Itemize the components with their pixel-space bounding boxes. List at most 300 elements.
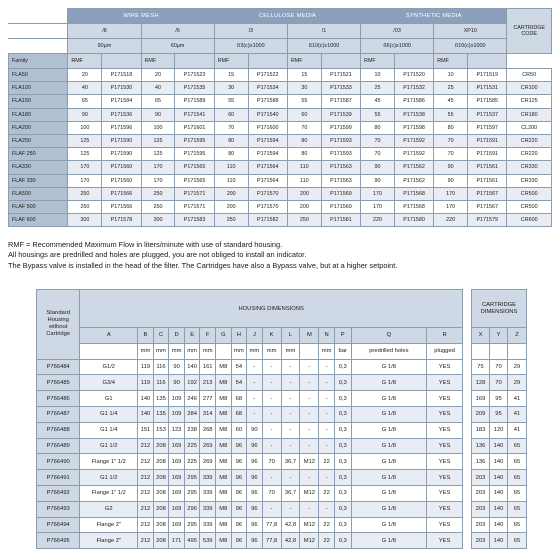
dimension-value: - [247, 359, 263, 375]
part-number: P171564 [248, 161, 287, 174]
unit-label [215, 343, 231, 359]
dimension-value: 135 [153, 406, 169, 422]
family-name: FLA200 [9, 121, 68, 134]
rmf-value: 55 [361, 108, 395, 121]
rmf-value: 90 [361, 174, 395, 187]
rmf-value: 25 [361, 82, 395, 95]
cartridge-code: CR180 [507, 108, 552, 121]
rmf-value: 70 [434, 148, 468, 161]
dimension-value: 213 [200, 375, 216, 391]
dimension-value: 96 [231, 454, 247, 470]
dimension-value: 96 [231, 438, 247, 454]
dimension-value: - [281, 375, 300, 391]
dimension-value: 42,8 [281, 517, 300, 533]
dimension-value: M8 [215, 454, 231, 470]
part-number: P171563 [321, 174, 360, 187]
part-number: P171532 [394, 82, 433, 95]
dimension-value: - [262, 470, 281, 486]
dimension-value: G 1/8 [351, 470, 427, 486]
unit-label: mm [184, 343, 200, 359]
dimension-value: 29 [508, 375, 527, 391]
dimension-value: - [247, 406, 263, 422]
part-number: P171560 [102, 161, 141, 174]
cartridge-dimensions-table [471, 289, 527, 549]
rmf-value: 20 [141, 69, 175, 82]
filtration-rating: 90µm [68, 39, 141, 54]
part-number: P171562 [394, 174, 433, 187]
dimension-value: 116 [153, 375, 169, 391]
column-label: RMF [214, 54, 248, 69]
rmf-value: 80 [214, 148, 248, 161]
dimension-value: 96 [247, 533, 263, 549]
dimension-value: Flange 2" [80, 533, 138, 549]
dimension-value: 95 [490, 391, 508, 407]
dimension-value: 54 [231, 375, 247, 391]
part-number: P171578 [102, 214, 141, 227]
table-row [472, 375, 527, 391]
unit-label: mm [153, 343, 169, 359]
cartridge-code: CR50 [507, 69, 552, 82]
cartridge-code: CR330 [507, 174, 552, 187]
dimension-value: 65 [508, 501, 527, 517]
family-name: FLA330 [9, 161, 68, 174]
part-number: P171589 [175, 95, 214, 108]
dimension-value: M8 [215, 375, 231, 391]
table-row [9, 174, 552, 187]
column-header: D [169, 328, 185, 344]
rmf-value: 200 [287, 187, 321, 200]
part-number: P171571 [175, 200, 214, 213]
table-row [37, 359, 463, 375]
part-number: P171598 [394, 121, 433, 134]
part-number: P171562 [394, 161, 433, 174]
table-row [472, 517, 527, 533]
cartridge-group-row [472, 290, 527, 328]
filtration-rating-row [9, 39, 552, 54]
dimension-value: 41 [508, 391, 527, 407]
unit-label [80, 343, 138, 359]
dimension-value: 96 [231, 517, 247, 533]
rmf-value: 250 [141, 200, 175, 213]
rmf-value: 65 [68, 95, 102, 108]
rmf-value: 110 [214, 174, 248, 187]
column-label: RMF [68, 54, 102, 69]
dimension-value: - [319, 422, 335, 438]
dimension-value: 295 [184, 470, 200, 486]
part-number: P171569 [321, 200, 360, 213]
dimension-value: 70 [262, 485, 281, 501]
dimension-value: - [300, 470, 319, 486]
rmf-value: 60 [287, 108, 321, 121]
part-number: P171540 [248, 108, 287, 121]
dimension-value: G1/2 [80, 359, 138, 375]
dimension-value: YES [427, 359, 463, 375]
dimension-value: YES [427, 517, 463, 533]
part-number: P171565 [175, 161, 214, 174]
dimension-value: M8 [215, 485, 231, 501]
dimension-value: 339 [200, 517, 216, 533]
dimension-value: 0,3 [334, 406, 351, 422]
dimension-value: - [262, 406, 281, 422]
housing-unit-row [37, 343, 463, 359]
dimension-value: - [300, 359, 319, 375]
housing-dimensions-header: HOUSING DIMENSIONS [80, 290, 463, 328]
family-name: FLA250 [9, 134, 68, 147]
dimension-value: 339 [200, 485, 216, 501]
dimension-value: 0,3 [334, 485, 351, 501]
column-header: K [262, 328, 281, 344]
filtration-rating: 60µm [141, 39, 214, 54]
column-header: Q [351, 328, 427, 344]
dimension-value: 169 [169, 454, 185, 470]
family-name: FLA180 [9, 108, 68, 121]
dimension-value: 119 [138, 375, 154, 391]
part-number: P171521 [321, 69, 360, 82]
dimension-value: 295 [184, 517, 200, 533]
dimension-value: - [319, 375, 335, 391]
family-name: FLA50 [9, 69, 68, 82]
housing-part-number: P766495 [37, 533, 80, 549]
part-number: P171591 [468, 134, 507, 147]
rmf-value: 200 [214, 200, 248, 213]
rmf-value: 45 [434, 95, 468, 108]
table-row [37, 517, 463, 533]
dimension-value: 203 [472, 517, 490, 533]
part-number: P171566 [102, 200, 141, 213]
dimension-value: 135 [153, 391, 169, 407]
dimension-value: M8 [215, 533, 231, 549]
table-row [9, 121, 552, 134]
part-number: P171595 [175, 134, 214, 147]
dimension-value: 203 [472, 501, 490, 517]
dimension-value: 140 [490, 485, 508, 501]
housing-part-number: P766488 [37, 422, 80, 438]
dimension-value: - [319, 501, 335, 517]
dimension-value: 339 [200, 501, 216, 517]
part-number: P171590 [102, 134, 141, 147]
dimension-value: YES [427, 406, 463, 422]
part-number: P171567 [468, 200, 507, 213]
rmf-value: 300 [68, 214, 102, 227]
cartridge-code: CR220 [507, 148, 552, 161]
dimension-value: - [247, 391, 263, 407]
dimension-value: 119 [138, 359, 154, 375]
column-header: R [427, 328, 463, 344]
part-number: P171596 [102, 121, 141, 134]
dimension-value: G 1/8 [351, 359, 427, 375]
rmf-value: 125 [68, 134, 102, 147]
part-number: P171568 [394, 200, 433, 213]
part-number: P171541 [175, 108, 214, 121]
housing-part-number: P766490 [37, 454, 80, 470]
dimension-value: 208 [153, 470, 169, 486]
rmf-value: 70 [434, 134, 468, 147]
dimension-value: 171 [169, 533, 185, 549]
dimension-value: 22 [319, 485, 335, 501]
part-number: P171570 [248, 187, 287, 200]
rmf-value: 70 [361, 134, 395, 147]
part-number: P171593 [321, 148, 360, 161]
part-number: P171537 [468, 108, 507, 121]
dimension-value: - [319, 438, 335, 454]
dimension-value: 96 [231, 501, 247, 517]
dimension-value: 246 [184, 391, 200, 407]
dimension-value: 0,3 [334, 470, 351, 486]
note-bypass-valve: The Bypass valve is installed in the head of the filter. The Cartridges have also a Bypass valve, but at a higher setpoint. [8, 260, 398, 270]
dimension-value: 208 [153, 485, 169, 501]
dimension-value: 0,3 [334, 517, 351, 533]
rmf-value: 125 [141, 148, 175, 161]
dimension-value: YES [427, 501, 463, 517]
part-number: P171520 [394, 69, 433, 82]
filter-cartridge-rows [9, 69, 552, 227]
part-number: P171523 [175, 69, 214, 82]
column-label: RMF [287, 54, 321, 69]
part-number: P171530 [102, 82, 141, 95]
dimension-value: 140 [138, 406, 154, 422]
group-header-synthetic-media: SYNTHETIC MEDIA [361, 9, 507, 24]
dimension-value: 169 [169, 517, 185, 533]
dimension-value: - [262, 375, 281, 391]
dimension-value: G1 1/2 [80, 470, 138, 486]
dimension-value: - [281, 422, 300, 438]
housing-group-row [37, 290, 463, 328]
part-number: P171599 [321, 121, 360, 134]
part-number: P171600 [248, 121, 287, 134]
table-row [9, 148, 552, 161]
rmf-value: 300 [141, 214, 175, 227]
dimension-value: 208 [153, 454, 169, 470]
part-number: P171561 [468, 174, 507, 187]
table-row [37, 485, 463, 501]
dimension-value: 96 [231, 470, 247, 486]
dimension-value: - [300, 375, 319, 391]
dimension-value: 208 [153, 438, 169, 454]
dimension-value: YES [427, 438, 463, 454]
part-number: P171592 [394, 148, 433, 161]
filtration-rating: ß10(c)≥1000 [434, 39, 507, 54]
part-number: P171580 [394, 214, 433, 227]
dimension-value: YES [427, 533, 463, 549]
family-column-header: Family [9, 54, 68, 69]
part-number: P171595 [175, 148, 214, 161]
table-row [9, 200, 552, 213]
unit-label: predrilled holes [351, 343, 427, 359]
table-row [37, 438, 463, 454]
rmf-value: 100 [141, 121, 175, 134]
dimension-value: 70 [490, 359, 508, 375]
housing-dimensions-table [36, 289, 463, 549]
dimension-value: 68 [231, 406, 247, 422]
cartridge-code: CL200 [507, 121, 552, 134]
cartridge-code: CR100 [507, 82, 552, 95]
dimension-value: 90 [247, 422, 263, 438]
rmf-value: 90 [434, 161, 468, 174]
dimension-value: M12 [300, 533, 319, 549]
dimension-value: M8 [215, 422, 231, 438]
unit-label: bar [334, 343, 351, 359]
dimension-value: 65 [508, 470, 527, 486]
dimension-value: 77,8 [262, 533, 281, 549]
dimension-value: 96 [231, 533, 247, 549]
dimension-value: G1 1/2 [80, 438, 138, 454]
dimension-value: 42,8 [281, 533, 300, 549]
rmf-value: 90 [434, 174, 468, 187]
dimension-value: 140 [490, 501, 508, 517]
dimension-value: 208 [153, 501, 169, 517]
dimension-value: - [247, 375, 263, 391]
housing-part-number: P766494 [37, 517, 80, 533]
part-number: P171567 [468, 187, 507, 200]
dimension-value: 225 [184, 438, 200, 454]
dimension-value: 65 [508, 454, 527, 470]
dimension-value: 238 [184, 422, 200, 438]
part-number: P171565 [175, 174, 214, 187]
dimension-value: YES [427, 470, 463, 486]
column-header: X [472, 328, 490, 344]
dimension-value: 169 [169, 501, 185, 517]
dimension-value: 212 [138, 438, 154, 454]
column-header: G [215, 328, 231, 344]
dimension-value: - [281, 470, 300, 486]
column-label: RMF [141, 54, 175, 69]
dimension-value: 296 [184, 501, 200, 517]
dimension-value: 96 [231, 485, 247, 501]
dimension-value: G 1/8 [351, 485, 427, 501]
unit-label: mm [138, 343, 154, 359]
part-number: P171561 [468, 161, 507, 174]
cartridge-dimensions-header: CARTRIDGE DIMENSIONS [472, 290, 527, 328]
dimension-value: 75 [472, 359, 490, 375]
cartridge-code: CR220 [507, 134, 552, 147]
part-number: P171570 [248, 200, 287, 213]
dimension-value: 68 [231, 391, 247, 407]
rmf-value: 170 [141, 161, 175, 174]
column-label [175, 54, 214, 69]
dimension-value: - [262, 501, 281, 517]
dimension-value: - [300, 438, 319, 454]
dimension-value: 41 [508, 422, 527, 438]
part-number: P171564 [248, 174, 287, 187]
rmf-value: 40 [68, 82, 102, 95]
dimension-value: 29 [508, 359, 527, 375]
dimension-value: 212 [138, 454, 154, 470]
unit-label: mm [231, 343, 247, 359]
housing-part-number: P766487 [37, 406, 80, 422]
table-row [37, 375, 463, 391]
cartridge-rows [472, 359, 527, 549]
housing-part-number: P766486 [37, 391, 80, 407]
unit-label [300, 343, 319, 359]
part-number: P171522 [248, 69, 287, 82]
corner-cell [9, 9, 68, 24]
dimension-value: 539 [200, 533, 216, 549]
table-row [472, 406, 527, 422]
dimension-value: 225 [184, 454, 200, 470]
dimension-value: 136 [472, 454, 490, 470]
dimension-value: YES [427, 422, 463, 438]
rmf-value: 220 [434, 214, 468, 227]
dimension-value: 120 [490, 422, 508, 438]
part-number: P171563 [321, 161, 360, 174]
dimension-value: 96 [247, 517, 263, 533]
dimension-value: - [300, 391, 319, 407]
cartridge-code: CR330 [507, 161, 552, 174]
housing-part-number: P766484 [37, 359, 80, 375]
part-number: P171593 [321, 134, 360, 147]
note-predrilled-housings: All housings are predrilled and holes are plugged, you are not obliged to install an indicator. [8, 250, 307, 260]
dimension-value: 70 [262, 454, 281, 470]
dimension-value: 212 [138, 533, 154, 549]
table-row [9, 161, 552, 174]
dimension-value: 90 [169, 359, 185, 375]
dimension-value: G1 [80, 391, 138, 407]
table-row [9, 187, 552, 200]
dimension-value: 123 [169, 422, 185, 438]
column-label [468, 54, 507, 69]
table-row [472, 391, 527, 407]
rmf-value: 110 [214, 161, 248, 174]
rmf-value: 200 [214, 187, 248, 200]
dimension-value: M8 [215, 517, 231, 533]
family-name: FLAF 330 [9, 174, 68, 187]
dimension-value: M8 [215, 406, 231, 422]
rmf-value: 110 [287, 161, 321, 174]
subgroup-header: /8 [68, 24, 141, 39]
rmf-value: 60 [214, 108, 248, 121]
dimension-value: 183 [472, 422, 490, 438]
dimension-value: G 1/8 [351, 517, 427, 533]
dimension-value: 169 [169, 470, 185, 486]
part-number: P171568 [394, 187, 433, 200]
rmf-value: 10 [361, 69, 395, 82]
unit-label: mm [262, 343, 281, 359]
part-number: P171584 [102, 95, 141, 108]
rmf-value: 110 [287, 174, 321, 187]
dimension-value: M12 [300, 517, 319, 533]
dimension-value: M8 [215, 391, 231, 407]
rmf-value: 55 [214, 95, 248, 108]
dimension-value: G1 1/4 [80, 406, 138, 422]
dimension-value: 136 [472, 438, 490, 454]
rmf-value: 15 [287, 69, 321, 82]
subgroup-header: /3 [214, 24, 287, 39]
rmf-value: 125 [68, 148, 102, 161]
housing-part-number: P766491 [37, 470, 80, 486]
dimension-value: YES [427, 485, 463, 501]
table-row [9, 134, 552, 147]
dimension-value: - [319, 406, 335, 422]
part-number: P171536 [102, 108, 141, 121]
rmf-value: 200 [287, 200, 321, 213]
column-header: H [231, 328, 247, 344]
dimension-value: 0,3 [334, 391, 351, 407]
table-row [37, 406, 463, 422]
cartridge-code-header: CARTRIDGE CODE [507, 9, 552, 54]
housing-part-number: P766492 [37, 485, 80, 501]
dimension-value: M8 [215, 438, 231, 454]
column-label [248, 54, 287, 69]
dimension-value: 140 [490, 454, 508, 470]
rmf-value: 80 [361, 121, 395, 134]
dimension-value: - [319, 391, 335, 407]
column-header: B [138, 328, 154, 344]
dimension-value: M8 [215, 359, 231, 375]
cartridge-unit-row [472, 343, 527, 359]
dimension-value: 109 [169, 406, 185, 422]
dimension-value: 65 [508, 533, 527, 549]
housing-part-number: P766489 [37, 438, 80, 454]
